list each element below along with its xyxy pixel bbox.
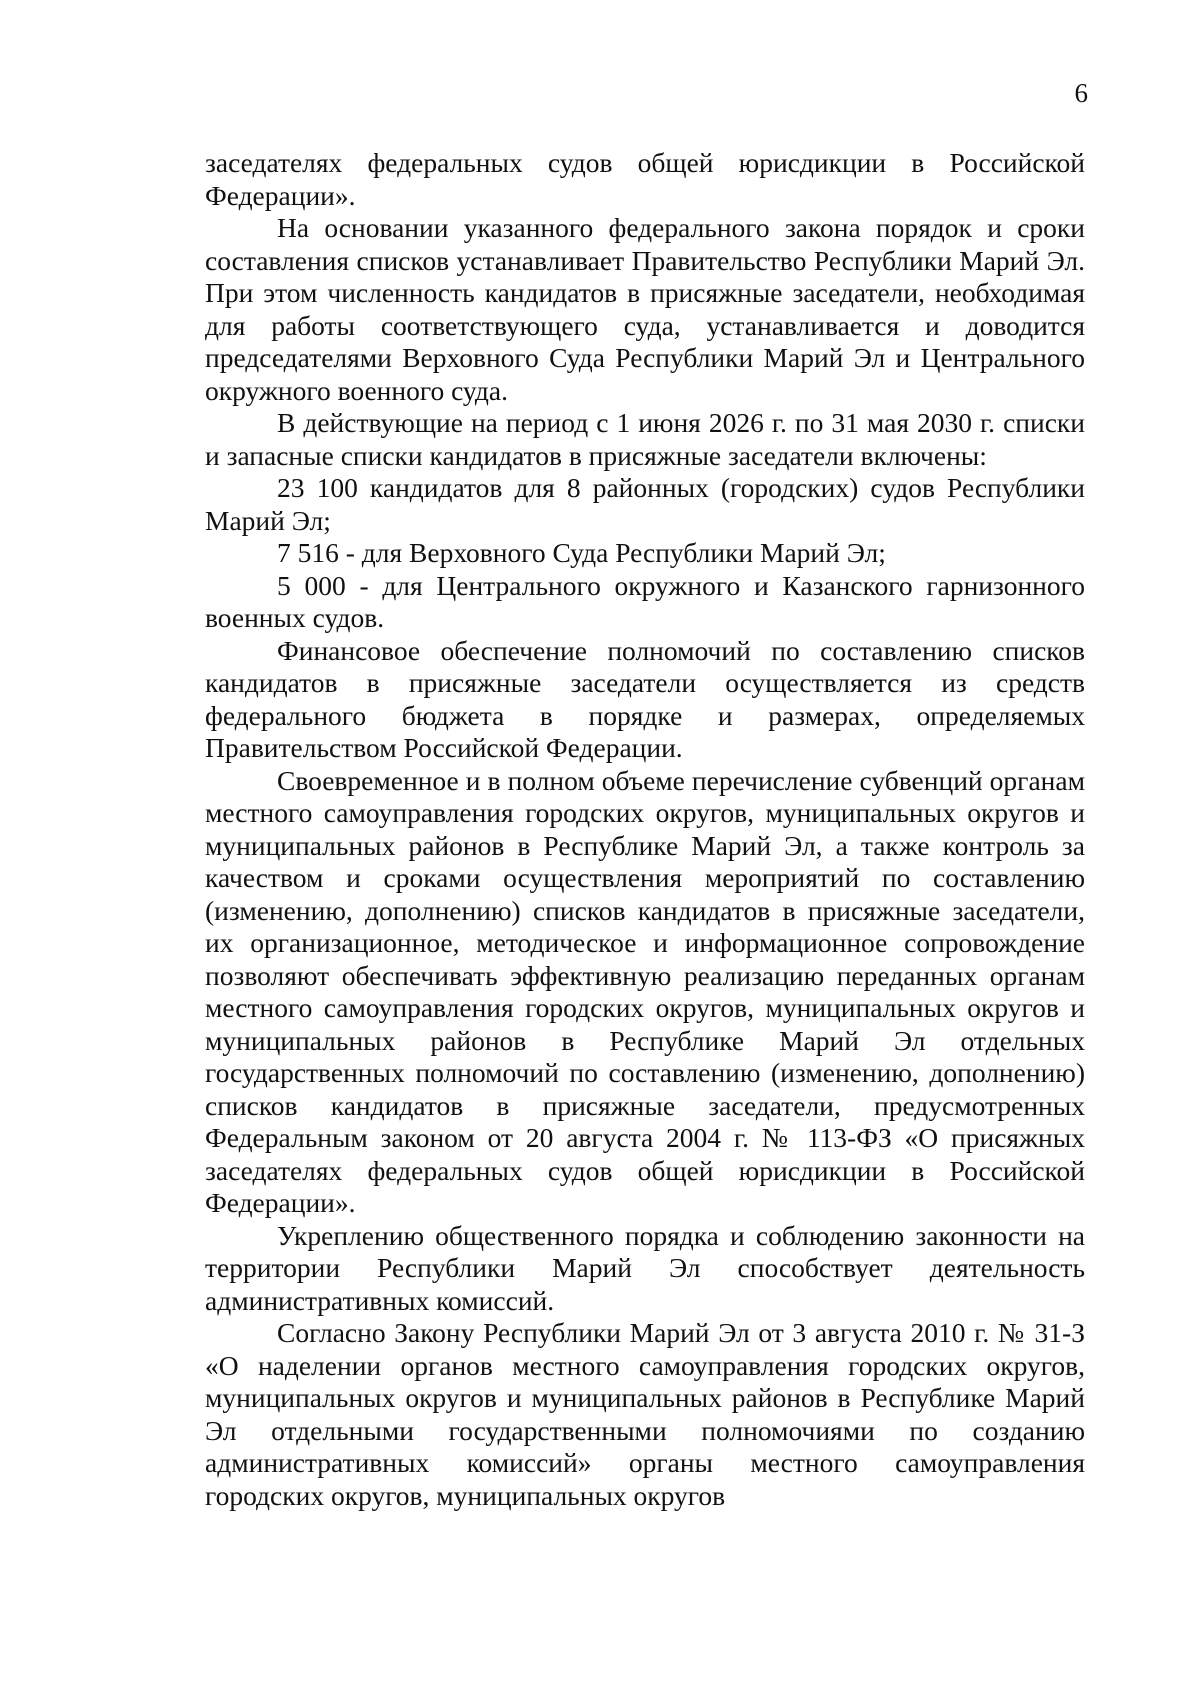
paragraph-list-procedure: На основании указанного федерального закона порядок и сроки составления списков устанавливает Правительство Республики Марий Эл. При этом численность кандидатов в присяжные заседатели, необходимая для работы соответствующего суда, устанавливается и доводится председателями Верховного Суда Республики Марий Эл и Центрального окружного военного суда.: [205, 212, 1085, 406]
paragraph-subventions: Своевременное и в полном объеме перечисление субвенций органам местного самоуправления городских округов, муниципальных округов и муниципальных районов в Республике Марий Эл, а также контроль за качеством и сроками осуществления мероприятий по составлению (изменению, дополнению) списков кандидатов в присяжные заседатели, их организационное, методическое и информационное сопровождение позволяют обеспечивать эффективную реализацию переданных органам местного самоуправления городских округов, муниципальных округов и муниципальных районов в Республике Марий Эл отдельных государственных полномочий по составлению (изменению, дополнению) списков кандидатов в присяжные заседатели, предусмотренных Федеральным законом от 20 августа 2004 г. № 113-ФЗ «О присяжных заседателях федеральных судов общей юрисдикции в Российской Федерации».: [205, 764, 1085, 1218]
paragraph-financing: Финансовое обеспечение полномочий по составлению списков кандидатов в присяжные заседатели осуществляется из средств федерального бюджета в порядке и размерах, определяемых Правительством Российской Федерации.: [205, 634, 1085, 763]
paragraph-district-courts: 23 100 кандидатов для 8 районных (городских) судов Республики Марий Эл;: [205, 472, 1085, 536]
paragraph-military-courts: 5 000 - для Центрального окружного и Казанского гарнизонного военных судов.: [205, 569, 1085, 633]
paragraph-supreme-court: 7 516 - для Верховного Суда Республики Марий Эл;: [277, 537, 886, 568]
document-body: [205, 147, 1085, 1512]
paragraph-list-period: В действующие на период с 1 июня 2026 г. по 31 мая 2030 г. списки и запасные списки кандидатов в присяжные заседатели включены:: [205, 407, 1085, 471]
paragraph-continuation: заседателях федеральных судов общей юрисдикции в Российской Федерации».: [205, 147, 1085, 211]
page-number: 6: [1074, 78, 1088, 108]
paragraph-public-order: Укреплению общественного порядка и соблюдению законности на территории Республики Марий Эл способствует деятельность административных комиссий.: [205, 1219, 1085, 1316]
paragraph-administrative-commissions: Согласно Закону Республики Марий Эл от 3 августа 2010 г. № 31-З «О наделении органов местного самоуправления городских округов, муниципальных округов и муниципальных районов в Республике Марий Эл отдельными государственными полномочиями по созданию административных комиссий» органы местного самоуправления городских округов, муниципальных округов: [205, 1317, 1085, 1511]
